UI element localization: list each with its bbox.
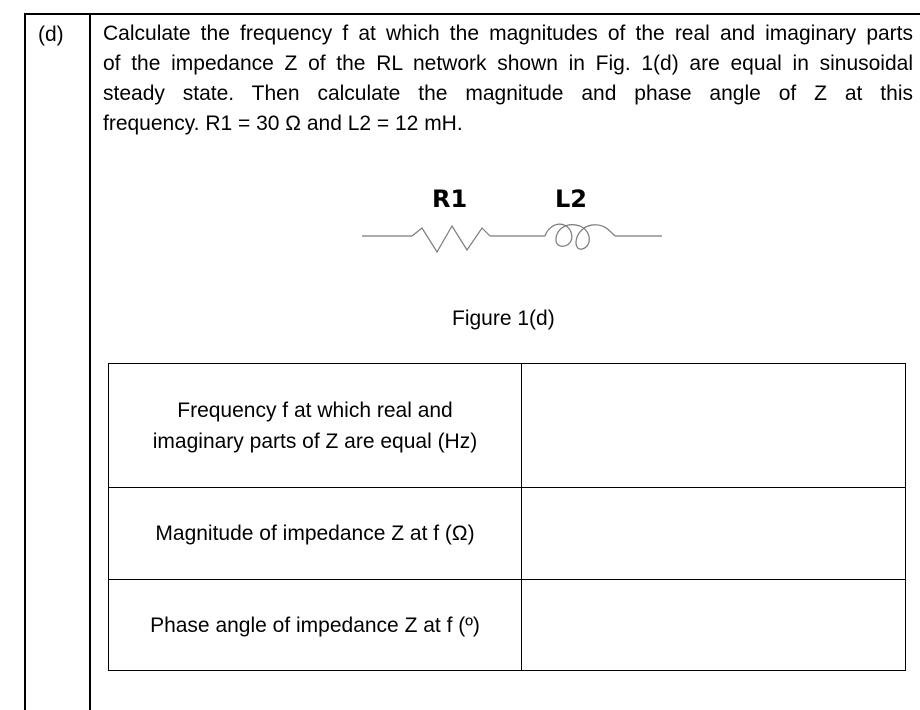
table-row bbox=[109, 488, 906, 580]
row-label-line: Frequency f at which real and bbox=[177, 398, 453, 422]
row-label-line: imaginary parts of Z are equal (Hz) bbox=[152, 429, 478, 453]
table-row bbox=[109, 580, 906, 671]
top-border bbox=[24, 13, 920, 15]
resistor-symbol bbox=[412, 226, 490, 252]
question-line: Calculate the frequency f at which the magnitudes of the real and imaginary parts bbox=[103, 22, 913, 45]
row-label-phase: Phase angle of impedance Z at f (º) bbox=[109, 580, 522, 671]
inductor-symbol bbox=[545, 224, 616, 249]
question-line: frequency. R1 = 30 Ω and L2 = 12 mH. bbox=[103, 112, 463, 135]
table-row bbox=[109, 364, 906, 488]
part-label: (d) bbox=[38, 23, 64, 46]
figure-caption: Figure 1(d) bbox=[452, 307, 555, 330]
left-border bbox=[24, 13, 26, 710]
row-label-frequency bbox=[109, 364, 522, 488]
circuit-wires bbox=[362, 224, 662, 252]
row-label-magnitude: Magnitude of impedance Z at f (Ω) bbox=[109, 488, 522, 580]
answer-cell-frequency[interactable] bbox=[522, 364, 906, 488]
question-text bbox=[103, 19, 913, 139]
inductor-label: L2 bbox=[555, 185, 587, 213]
resistor-label: R1 bbox=[432, 185, 468, 213]
question-line: steady state. Then calculate the magnitude and phase angle of Z at this bbox=[103, 82, 913, 105]
question-line: of the impedance Z of the RL network shown in Fig. 1(d) are equal in sinusoidal bbox=[103, 52, 913, 75]
answer-table bbox=[108, 363, 906, 671]
answer-cell-magnitude[interactable] bbox=[522, 488, 906, 580]
column-divider bbox=[89, 13, 91, 710]
answer-cell-phase[interactable] bbox=[522, 580, 906, 671]
